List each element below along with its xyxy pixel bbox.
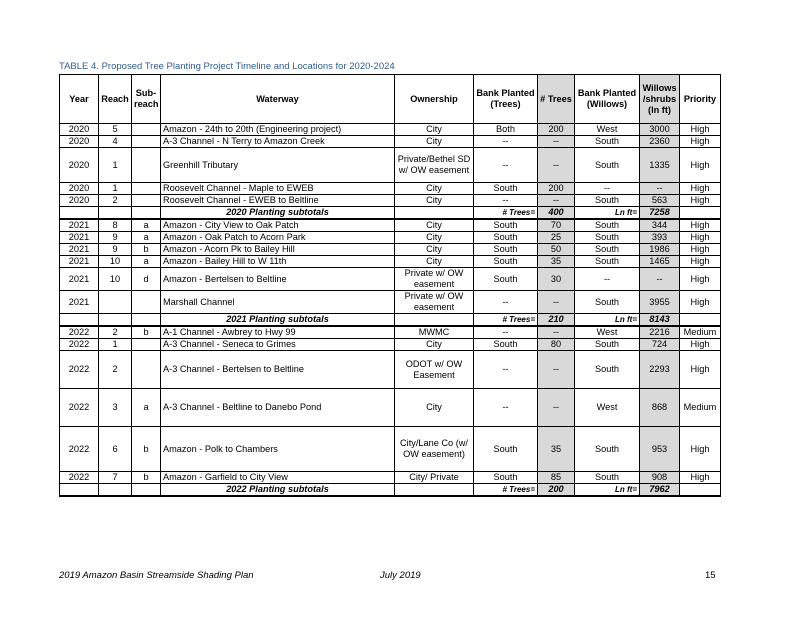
table-row	[60, 268, 721, 291]
cell-bank-trees: South	[474, 219, 538, 232]
cell-priority: Medium	[680, 389, 721, 427]
cell-willows: 868	[640, 389, 680, 427]
cell-willows: 3955	[640, 291, 680, 314]
cell-ownership: City	[395, 232, 474, 244]
cell-subreach: a	[132, 256, 161, 268]
cell-bank-willows: South	[575, 427, 640, 472]
cell-bank-trees: --	[474, 136, 538, 148]
cell-bank-trees: --	[474, 291, 538, 314]
cell-ownership: City	[395, 389, 474, 427]
cell-trees: --	[538, 326, 575, 339]
header-waterway: Waterway	[161, 75, 395, 124]
cell-waterway: Amazon - Garfield to City View	[161, 472, 395, 484]
cell-year: 2021	[60, 291, 99, 314]
subtotal-row	[60, 207, 721, 220]
cell-reach: 1	[99, 148, 132, 183]
cell-bank-willows: South	[575, 351, 640, 389]
subtotal-lnft-label: Ln ft=	[575, 207, 640, 220]
cell-trees: 35	[538, 256, 575, 268]
header-subreach: Sub-reach	[132, 75, 161, 124]
cell-reach: 9	[99, 244, 132, 256]
cell-bank-willows: South	[575, 472, 640, 484]
header-num-trees: # Trees	[538, 75, 575, 124]
cell-priority: High	[680, 339, 721, 351]
cell-trees: 200	[538, 183, 575, 195]
cell-priority: High	[680, 351, 721, 389]
cell-reach: 2	[99, 195, 132, 207]
cell-reach: 3	[99, 389, 132, 427]
footer-date: July 2019	[380, 570, 421, 581]
table-row	[60, 195, 721, 207]
cell-willows: --	[640, 183, 680, 195]
subtotal-trees: 200	[538, 484, 575, 497]
cell-reach: 7	[99, 472, 132, 484]
cell-reach: 1	[99, 183, 132, 195]
cell-priority: High	[680, 183, 721, 195]
cell-waterway: Marshall Channel	[161, 291, 395, 314]
cell-waterway: Amazon - Acorn Pk to Bailey Hill	[161, 244, 395, 256]
header-reach: Reach	[99, 75, 132, 124]
table-row	[60, 244, 721, 256]
table-row	[60, 256, 721, 268]
cell-reach: 10	[99, 256, 132, 268]
table-row	[60, 232, 721, 244]
cell-ownership: ODOT w/ OW Easement	[395, 351, 474, 389]
cell-reach: 2	[99, 326, 132, 339]
subtotal-trees-label: # Trees=	[474, 207, 538, 220]
cell-priority: Medium	[680, 326, 721, 339]
subtotal-trees: 210	[538, 314, 575, 327]
cell-waterway: A-3 Channel - Beltline to Danebo Pond	[161, 389, 395, 427]
cell-trees: --	[538, 195, 575, 207]
subtotal-row	[60, 314, 721, 327]
footer-doc-title: 2019 Amazon Basin Streamside Shading Plan	[59, 570, 254, 581]
cell-trees: 80	[538, 339, 575, 351]
cell-willows: 2360	[640, 136, 680, 148]
cell-waterway: A-3 Channel - Bertelsen to Beltline	[161, 351, 395, 389]
cell-subreach	[132, 124, 161, 136]
cell-subreach	[132, 339, 161, 351]
cell-willows: 1986	[640, 244, 680, 256]
cell-waterway: A-3 Channel - Seneca to Grimes	[161, 339, 395, 351]
cell-year: 2022	[60, 472, 99, 484]
cell-priority: High	[680, 219, 721, 232]
cell-year: 2022	[60, 389, 99, 427]
header-willows: Willows /shrubs (ln ft)	[640, 75, 680, 124]
table-caption: TABLE 4. Proposed Tree Planting Project Timeline and Locations for 2020-2024	[59, 61, 395, 72]
subtotal-lnft: 7962	[640, 484, 680, 497]
cell-year: 2022	[60, 427, 99, 472]
cell-willows: 2293	[640, 351, 680, 389]
cell-willows: 953	[640, 427, 680, 472]
cell-bank-trees: South	[474, 268, 538, 291]
cell-bank-willows: West	[575, 326, 640, 339]
subtotal-trees-label: # Trees=	[474, 484, 538, 497]
cell-bank-willows: West	[575, 124, 640, 136]
cell-year: 2021	[60, 232, 99, 244]
cell-priority: High	[680, 195, 721, 207]
page-number: 15	[705, 570, 716, 581]
cell-bank-trees: South	[474, 339, 538, 351]
subtotal-lnft-label: Ln ft=	[575, 314, 640, 327]
cell-ownership: Private w/ OW easement	[395, 291, 474, 314]
cell-priority: High	[680, 232, 721, 244]
cell-reach: 2	[99, 351, 132, 389]
cell-bank-trees: --	[474, 195, 538, 207]
cell-willows: 1465	[640, 256, 680, 268]
cell-ownership: City	[395, 256, 474, 268]
cell-year: 2020	[60, 148, 99, 183]
cell-year: 2020	[60, 136, 99, 148]
cell-reach: 6	[99, 427, 132, 472]
cell-trees: --	[538, 291, 575, 314]
cell-bank-trees: South	[474, 256, 538, 268]
subtotal-trees-label: # Trees=	[474, 314, 538, 327]
cell-trees: 50	[538, 244, 575, 256]
cell-year: 2021	[60, 219, 99, 232]
cell-bank-trees: South	[474, 232, 538, 244]
cell-waterway: Greenhill Tributary	[161, 148, 395, 183]
cell-year: 2022	[60, 351, 99, 389]
cell-waterway: Roosevelt Channel - Maple to EWEB	[161, 183, 395, 195]
cell-ownership: City	[395, 124, 474, 136]
cell-trees: 70	[538, 219, 575, 232]
table-row	[60, 124, 721, 136]
cell-trees: 35	[538, 427, 575, 472]
subtotal-lnft: 7258	[640, 207, 680, 220]
cell-bank-willows: West	[575, 389, 640, 427]
cell-priority: High	[680, 472, 721, 484]
table-row	[60, 148, 721, 183]
table-row	[60, 339, 721, 351]
cell-bank-trees: South	[474, 472, 538, 484]
cell-bank-willows: South	[575, 244, 640, 256]
table-row	[60, 389, 721, 427]
header-bank-trees: Bank Planted (Trees)	[474, 75, 538, 124]
planting-timeline-table	[59, 74, 721, 497]
table-row	[60, 472, 721, 484]
cell-willows: 2216	[640, 326, 680, 339]
cell-bank-willows: South	[575, 339, 640, 351]
cell-priority: High	[680, 244, 721, 256]
cell-bank-trees: South	[474, 427, 538, 472]
cell-priority: High	[680, 124, 721, 136]
cell-bank-trees: South	[474, 244, 538, 256]
cell-bank-willows: South	[575, 232, 640, 244]
cell-bank-trees: --	[474, 326, 538, 339]
cell-bank-trees: South	[474, 183, 538, 195]
header-bank-willows: Bank Planted (Willows)	[575, 75, 640, 124]
cell-subreach	[132, 136, 161, 148]
cell-trees: --	[538, 148, 575, 183]
cell-priority: High	[680, 136, 721, 148]
cell-bank-willows: South	[575, 291, 640, 314]
cell-year: 2021	[60, 268, 99, 291]
cell-bank-willows: --	[575, 183, 640, 195]
cell-year: 2022	[60, 326, 99, 339]
cell-ownership: City	[395, 183, 474, 195]
cell-reach: 9	[99, 232, 132, 244]
cell-ownership: Private w/ OW easement	[395, 268, 474, 291]
cell-year: 2021	[60, 256, 99, 268]
cell-subreach	[132, 351, 161, 389]
cell-reach: 10	[99, 268, 132, 291]
cell-trees: --	[538, 389, 575, 427]
cell-willows: 724	[640, 339, 680, 351]
cell-bank-willows: South	[575, 195, 640, 207]
cell-waterway: Roosevelt Channel - EWEB to Beltline	[161, 195, 395, 207]
cell-bank-willows: South	[575, 136, 640, 148]
cell-willows: 1335	[640, 148, 680, 183]
cell-willows: 393	[640, 232, 680, 244]
cell-ownership: City	[395, 219, 474, 232]
cell-year: 2021	[60, 244, 99, 256]
cell-waterway: A-1 Channel - Awbrey to Hwy 99	[161, 326, 395, 339]
cell-subreach	[132, 183, 161, 195]
cell-willows: 908	[640, 472, 680, 484]
cell-bank-willows: --	[575, 268, 640, 291]
subtotal-label: 2020 Planting subtotals	[161, 207, 395, 220]
table-row	[60, 351, 721, 389]
cell-year: 2020	[60, 183, 99, 195]
cell-willows: 344	[640, 219, 680, 232]
cell-trees: 30	[538, 268, 575, 291]
cell-ownership: City	[395, 339, 474, 351]
cell-reach: 4	[99, 136, 132, 148]
table-row	[60, 219, 721, 232]
cell-trees: --	[538, 351, 575, 389]
cell-ownership: City	[395, 136, 474, 148]
subtotal-label: 2022 Planting subtotals	[161, 484, 395, 497]
subtotal-row	[60, 484, 721, 497]
cell-subreach: b	[132, 326, 161, 339]
cell-subreach: b	[132, 244, 161, 256]
cell-waterway: Amazon - Bertelsen to Beltline	[161, 268, 395, 291]
cell-priority: High	[680, 291, 721, 314]
cell-year: 2022	[60, 339, 99, 351]
cell-waterway: Amazon - 24th to 20th (Engineering project)	[161, 124, 395, 136]
cell-willows: 563	[640, 195, 680, 207]
cell-willows: --	[640, 268, 680, 291]
cell-priority: High	[680, 148, 721, 183]
cell-subreach	[132, 148, 161, 183]
cell-ownership: MWMC	[395, 326, 474, 339]
cell-bank-willows: South	[575, 256, 640, 268]
cell-trees: --	[538, 136, 575, 148]
cell-trees: 85	[538, 472, 575, 484]
subtotal-trees: 400	[538, 207, 575, 220]
cell-reach: 1	[99, 339, 132, 351]
cell-subreach: b	[132, 472, 161, 484]
cell-ownership: City/ Private	[395, 472, 474, 484]
table-row	[60, 136, 721, 148]
cell-bank-trees: --	[474, 389, 538, 427]
cell-subreach	[132, 195, 161, 207]
cell-waterway: A-3 Channel - N Terry to Amazon Creek	[161, 136, 395, 148]
cell-bank-trees: --	[474, 351, 538, 389]
cell-priority: High	[680, 256, 721, 268]
cell-bank-willows: South	[575, 148, 640, 183]
cell-waterway: Amazon - Bailey Hill to W 11th	[161, 256, 395, 268]
cell-waterway: Amazon - Polk to Chambers	[161, 427, 395, 472]
cell-subreach: a	[132, 389, 161, 427]
cell-waterway: Amazon - City View to Oak Patch	[161, 219, 395, 232]
subtotal-lnft: 8143	[640, 314, 680, 327]
table-row	[60, 183, 721, 195]
cell-year: 2020	[60, 195, 99, 207]
cell-year: 2020	[60, 124, 99, 136]
cell-reach	[99, 291, 132, 314]
cell-willows: 3000	[640, 124, 680, 136]
table-row	[60, 427, 721, 472]
subtotal-lnft-label: Ln ft=	[575, 484, 640, 497]
cell-bank-willows: South	[575, 219, 640, 232]
header-priority: Priority	[680, 75, 721, 124]
cell-ownership: City/Lane Co (w/ OW easement)	[395, 427, 474, 472]
table-row	[60, 326, 721, 339]
cell-subreach	[132, 291, 161, 314]
subtotal-label: 2021 Planting subtotals	[161, 314, 395, 327]
cell-trees: 200	[538, 124, 575, 136]
cell-reach: 5	[99, 124, 132, 136]
header-year: Year	[60, 75, 99, 124]
cell-ownership: City	[395, 244, 474, 256]
cell-waterway: Amazon - Oak Patch to Acorn Park	[161, 232, 395, 244]
table-row	[60, 291, 721, 314]
cell-ownership: Private/Bethel SD w/ OW easement	[395, 148, 474, 183]
cell-priority: High	[680, 427, 721, 472]
cell-trees: 25	[538, 232, 575, 244]
cell-subreach: a	[132, 219, 161, 232]
cell-ownership: City	[395, 195, 474, 207]
cell-subreach: a	[132, 232, 161, 244]
header-ownership: Ownership	[395, 75, 474, 124]
cell-priority: High	[680, 268, 721, 291]
cell-subreach: b	[132, 427, 161, 472]
cell-bank-trees: --	[474, 148, 538, 183]
cell-subreach: d	[132, 268, 161, 291]
cell-reach: 8	[99, 219, 132, 232]
cell-bank-trees: Both	[474, 124, 538, 136]
